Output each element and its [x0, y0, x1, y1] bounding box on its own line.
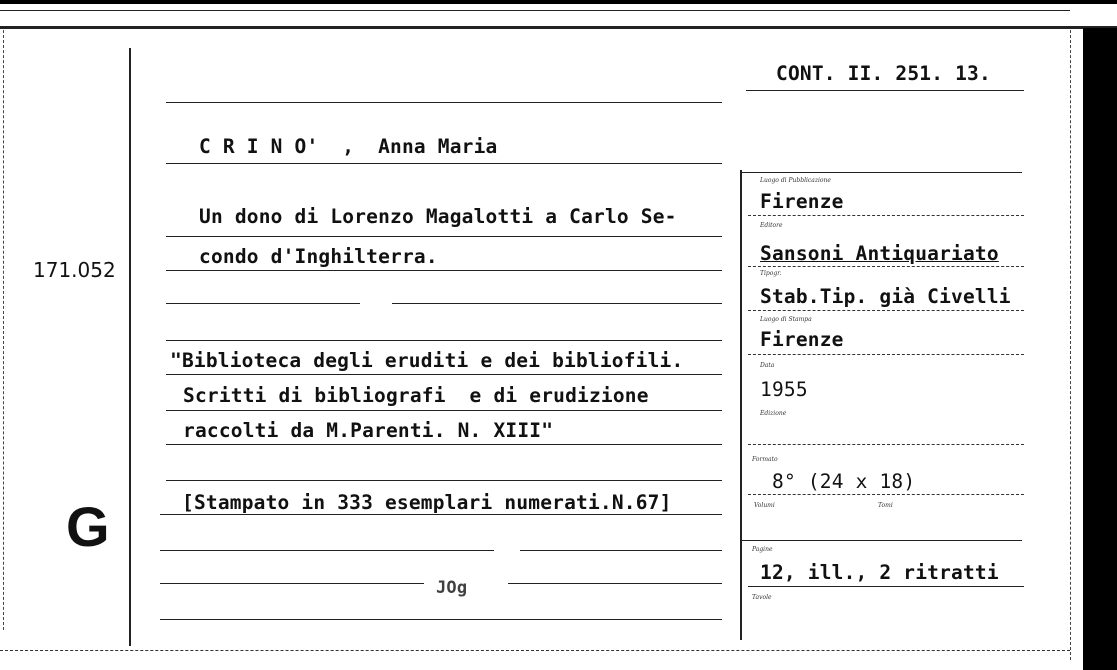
rule-12a	[160, 550, 494, 551]
pages-top-rule	[742, 540, 1022, 541]
series-line-3: raccolti da M.Parenti. N. XIII"	[183, 419, 554, 442]
print-place-underline	[748, 354, 1024, 355]
rule-9	[166, 444, 722, 445]
date-value: 1955	[760, 378, 808, 401]
series-line-2: Scritti di bibliografi e di erudizione	[183, 384, 649, 407]
shelfmark: CONT. II. 251. 13.	[776, 62, 991, 85]
rule-4	[166, 270, 722, 271]
volumes-label: Volumi	[754, 502, 775, 509]
printer-label: Tipogr.	[760, 270, 782, 277]
card-top-border-inner	[0, 10, 1070, 11]
stamp-fragment: JOg	[436, 578, 468, 598]
publisher-underline	[748, 266, 1024, 267]
rule-14	[160, 619, 722, 620]
card-left-border	[3, 30, 4, 630]
pages-underline	[748, 586, 1024, 587]
publisher-label: Editore	[760, 222, 783, 229]
rule-10	[166, 480, 722, 481]
rule-5b	[392, 303, 722, 304]
author-name: C R I N O' , Anna Maria	[199, 135, 498, 158]
rule-3	[166, 236, 722, 237]
printer-value: Stab.Tip. già Civelli	[760, 285, 1011, 308]
left-margin-rule	[129, 48, 131, 646]
rule-13a	[160, 583, 424, 584]
rule-13b	[508, 583, 722, 584]
shelfmark-underline	[746, 90, 1024, 91]
card-right-edge	[1083, 28, 1117, 670]
series-line-1: "Biblioteca degli eruditi e dei bibliofili.	[170, 349, 684, 372]
edition-underline	[748, 444, 1024, 445]
edition-label: Edizione	[760, 410, 787, 417]
rule-6	[166, 340, 722, 341]
section-letter: G	[66, 495, 110, 558]
place-label: Luogo di Pubblicazione	[760, 177, 831, 184]
pages-value: 12, ill., 2 ritratti	[760, 561, 999, 584]
format-label: Formato	[752, 456, 778, 463]
rule-12b	[520, 550, 722, 551]
place-underline	[748, 215, 1024, 216]
print-place-label: Luogo di Stampa	[760, 316, 812, 323]
plates-label: Tavole	[752, 594, 772, 601]
rule-5a	[166, 303, 360, 304]
publisher-value: Sansoni Antiquariato	[760, 242, 999, 265]
format-value: 8° (24 x 18)	[772, 470, 916, 493]
place-value: Firenze	[760, 190, 844, 213]
field-box-top-rule	[742, 172, 1022, 173]
rule-2	[166, 163, 722, 164]
card-top-edge	[0, 0, 1117, 4]
title-line-1: Un dono di Lorenzo Magalotti a Carlo Se-	[199, 205, 677, 228]
print-place-value: Firenze	[760, 328, 844, 351]
classification-number: 171.052	[33, 258, 116, 282]
rule-11	[160, 514, 722, 515]
format-underline	[748, 494, 1024, 495]
date-label: Data	[760, 362, 775, 369]
printer-underline	[748, 310, 1024, 311]
card-bottom-border	[0, 650, 1070, 651]
card-top-border	[0, 26, 1117, 29]
tomes-label: Tomi	[878, 502, 893, 509]
rule-7	[166, 374, 722, 375]
field-box-left-rule	[740, 170, 742, 640]
pages-label: Pagine	[752, 546, 773, 553]
rule-1	[166, 102, 722, 103]
rule-8	[166, 410, 722, 411]
edition-note: [Stampato in 333 esemplari numerati.N.67]	[182, 491, 672, 514]
title-line-2: condo d'Inghilterra.	[199, 245, 438, 268]
card-right-border	[1070, 30, 1071, 660]
